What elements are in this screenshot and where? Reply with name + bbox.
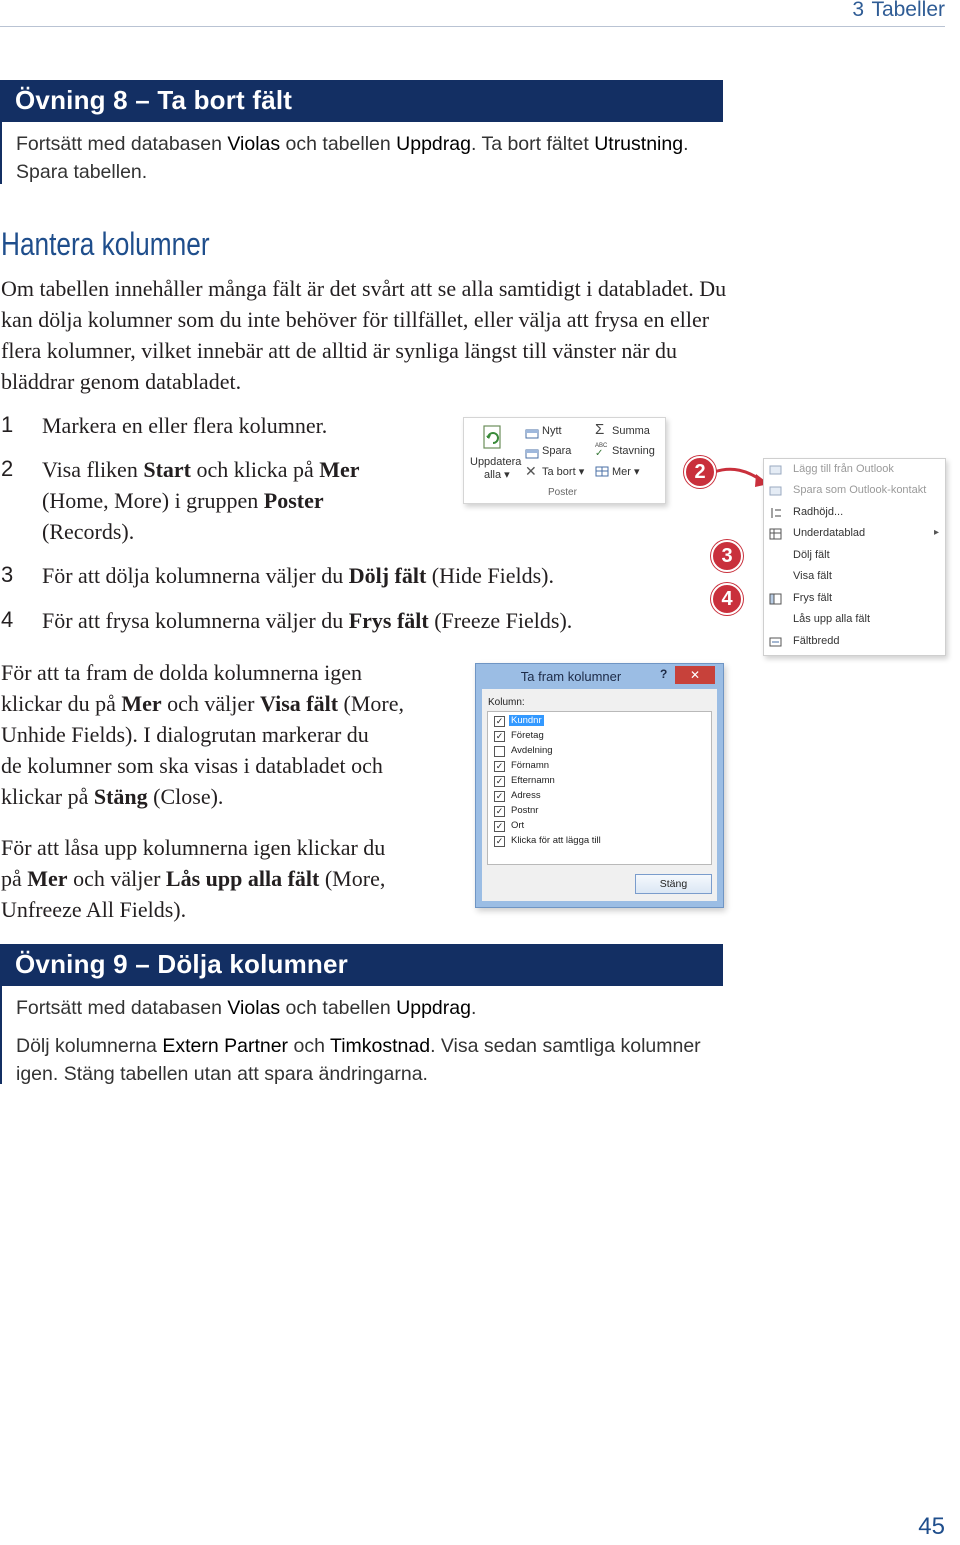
step-3-text bbox=[42, 560, 682, 591]
chapter-title: Tabeller bbox=[871, 0, 945, 21]
step-2-number: 2 bbox=[1, 456, 14, 481]
intro-paragraph: Om tabellen innehåller många fält är det svårt att se alla samtidigt i databladet. Du kan dölja kolumner som du inte behöver för tillfället, eller välja att frysa en eller flera kolumner, vilket innebär att de alltid är synliga längst till vänster när du bläddrar genom databladet. bbox=[1, 276, 727, 394]
row-height-icon bbox=[769, 507, 782, 519]
field-name: Extern Partner bbox=[162, 1035, 289, 1057]
freeze-icon bbox=[769, 593, 782, 605]
text-run: (Freeze Fields). bbox=[428, 608, 573, 633]
unfreeze-paragraph bbox=[1, 832, 441, 925]
text-run: Unhide Fields). I dialogrutan markerar du bbox=[1, 722, 369, 747]
field-name: Timkostnad bbox=[330, 1035, 431, 1057]
text-run: och väljer bbox=[161, 691, 261, 716]
outlook-add-icon bbox=[769, 464, 782, 476]
step-4-number: 4 bbox=[1, 607, 14, 632]
sum-icon: Σ bbox=[595, 421, 605, 438]
menu-item-label: Lägg till från Outlook bbox=[793, 463, 894, 475]
menu-item-label: Underdatablad bbox=[793, 527, 866, 539]
exercise-8-text bbox=[16, 130, 721, 186]
text-run: och väljer bbox=[67, 866, 166, 891]
unhide-paragraph bbox=[1, 657, 441, 812]
menu-item-label: Visa fält bbox=[793, 570, 832, 582]
checkbox[interactable]: ✓ bbox=[495, 806, 504, 816]
checkbox[interactable]: ✓ bbox=[495, 836, 504, 846]
menu-item-label: Radhöjd... bbox=[793, 506, 844, 518]
column-list bbox=[487, 711, 712, 865]
exercise-9-text-1 bbox=[16, 994, 721, 1022]
text-run: . Ta bort fältet bbox=[470, 133, 595, 155]
unhide-columns-dialog bbox=[475, 663, 724, 908]
field-width-icon bbox=[769, 636, 782, 648]
group-name: Poster bbox=[263, 488, 324, 513]
chapter-number: 3 bbox=[852, 0, 864, 21]
text-run: För att ta fram de dolda kolumnerna igen bbox=[1, 660, 363, 685]
text-run: klickar på bbox=[1, 784, 94, 809]
more-dropdown-menu bbox=[763, 458, 946, 656]
subdatasheet-icon bbox=[769, 528, 782, 540]
text-run: Unfreeze All Fields). bbox=[1, 897, 187, 922]
menu-item-row-height[interactable] bbox=[764, 503, 945, 524]
text-run: och tabellen bbox=[280, 997, 397, 1019]
checkbox[interactable]: ✓ bbox=[495, 731, 504, 741]
menu-item-subdatasheet[interactable] bbox=[764, 524, 945, 545]
callout-2: 2 bbox=[684, 456, 716, 488]
text-run: För att frysa kolumnerna väljer du bbox=[42, 608, 349, 633]
text-run: För att dölja kolumnerna väljer du bbox=[42, 563, 349, 588]
text-run: (More, bbox=[338, 691, 405, 716]
column-item-label: Postnr bbox=[511, 805, 539, 816]
command-name: Visa fält bbox=[260, 691, 339, 716]
text-run: klickar du på bbox=[1, 691, 122, 716]
more-label: Mer bbox=[612, 466, 631, 478]
dialog-title: Ta fram kolumner bbox=[520, 669, 622, 684]
tab-name: Start bbox=[143, 457, 191, 482]
help-icon[interactable]: ? bbox=[660, 667, 668, 681]
menu-item-field-width[interactable] bbox=[764, 632, 945, 653]
text-run: . Visa sedan samtliga kolumner bbox=[430, 1035, 701, 1057]
spelling-button[interactable]: Stavning bbox=[612, 445, 655, 457]
exercise-9-title: Övning 9 – Dölja kolumner bbox=[15, 949, 348, 979]
more-icon bbox=[595, 466, 609, 477]
totals-button[interactable]: Summa bbox=[612, 425, 650, 437]
save-record-button[interactable]: Spara bbox=[542, 445, 572, 457]
table-name: Uppdrag bbox=[396, 997, 471, 1019]
delete-record-button[interactable]: Ta bort ▾ bbox=[542, 466, 585, 478]
menu-item-label: Lås upp alla fält bbox=[793, 613, 871, 625]
column-item-label: Efternamn bbox=[511, 775, 555, 786]
ribbon-records-group bbox=[463, 417, 666, 504]
text-run: igen. Stäng tabellen utan att spara ändringarna. bbox=[16, 1063, 428, 1085]
menu-item-label: Spara som Outlook-kontakt bbox=[793, 484, 927, 496]
checkbox[interactable]: ✓ bbox=[495, 776, 504, 786]
text-run: de kolumner som ska visas i databladet och bbox=[1, 753, 383, 778]
column-item-label: Företag bbox=[511, 730, 544, 741]
new-record-button[interactable]: Nytt bbox=[542, 425, 562, 437]
exercise-8-title-bar bbox=[0, 80, 723, 122]
text-run: (Hide Fields). bbox=[426, 563, 554, 588]
column-item-label: Klicka för att lägga till bbox=[511, 835, 601, 846]
db-name: Violas bbox=[227, 133, 281, 155]
text-run: (Records). bbox=[42, 519, 135, 544]
menu-item-label: Frys fält bbox=[793, 592, 833, 604]
checkbox[interactable]: ✓ bbox=[495, 791, 504, 801]
column-item-label: Kundnr bbox=[511, 715, 542, 726]
text-run: Visa fliken bbox=[42, 457, 144, 482]
step-1-text: Markera en eller flera kolumner. bbox=[42, 413, 328, 438]
db-name: Violas bbox=[227, 997, 281, 1019]
text-run: (More, bbox=[319, 866, 386, 891]
refresh-label-2: alla bbox=[484, 469, 502, 481]
checkbox[interactable]: ✓ bbox=[495, 821, 504, 831]
refresh-label-2-row: alla ▾ bbox=[484, 469, 510, 481]
delete-icon: ✕ bbox=[525, 463, 537, 479]
text-run: (Close). bbox=[147, 784, 224, 809]
menu-item-freeze-fields[interactable] bbox=[764, 589, 945, 610]
command-name: Mer bbox=[121, 691, 162, 716]
refresh-all-icon bbox=[482, 424, 504, 452]
step-3-number: 3 bbox=[1, 562, 14, 587]
command-name: Dölj fält bbox=[348, 563, 427, 588]
section-heading: Hantera kolumner bbox=[1, 226, 210, 262]
menu-item-unfreeze-all-fields[interactable] bbox=[764, 610, 945, 631]
text-run: och bbox=[288, 1035, 330, 1057]
new-record-icon bbox=[525, 427, 539, 439]
outlook-save-icon bbox=[769, 485, 782, 497]
command-name: Lås upp alla fält bbox=[165, 866, 320, 891]
close-icon[interactable]: ✕ bbox=[675, 666, 715, 684]
menu-item-save-as-outlook-contact[interactable] bbox=[764, 481, 945, 502]
column-item-label: Adress bbox=[511, 790, 541, 801]
step-1-number: 1 bbox=[1, 412, 14, 437]
exercise-9-title-bar bbox=[0, 944, 723, 986]
callout-3: 3 bbox=[711, 540, 743, 572]
command-name: Frys fält bbox=[348, 608, 429, 633]
submenu-arrow-icon: ▸ bbox=[933, 527, 939, 538]
column-item-label: Avdelning bbox=[511, 745, 553, 756]
text-run: Spara tabellen. bbox=[16, 161, 148, 183]
more-button[interactable]: Mer ▾ bbox=[612, 466, 640, 478]
text-run: . bbox=[470, 997, 477, 1019]
spelling-icon: ABC ✓ bbox=[595, 443, 608, 459]
column-label: Kolumn: bbox=[488, 697, 525, 708]
exercise-9-text-2 bbox=[16, 1032, 721, 1088]
header-rule bbox=[0, 26, 945, 27]
spelling-badge: ABC bbox=[595, 443, 608, 449]
checkbox[interactable] bbox=[494, 746, 505, 757]
group-label: Poster bbox=[548, 487, 577, 498]
button-name: Stäng bbox=[93, 784, 148, 809]
exercise-8-rule bbox=[0, 122, 2, 184]
text-run: och klicka på bbox=[190, 457, 320, 482]
command-name: Mer bbox=[319, 457, 360, 482]
exercise-8-title: Övning 8 – Ta bort fält bbox=[15, 85, 293, 115]
step-2-text bbox=[42, 454, 452, 547]
table-name: Uppdrag bbox=[396, 133, 471, 155]
menu-item-label: Dölj fält bbox=[793, 549, 830, 561]
refresh-all-button[interactable] bbox=[470, 456, 521, 481]
column-item-label: Ort bbox=[511, 820, 525, 831]
dialog-body bbox=[482, 689, 717, 901]
save-record-icon bbox=[525, 447, 539, 459]
menu-item-unhide-fields[interactable] bbox=[764, 567, 945, 588]
menu-item-label: Fältbredd bbox=[793, 635, 840, 647]
text-run: på bbox=[1, 866, 28, 891]
close-button[interactable]: Stäng bbox=[635, 874, 712, 894]
text-run: . bbox=[683, 133, 689, 155]
checkbox[interactable]: ✓ bbox=[495, 761, 504, 771]
text-run: och tabellen bbox=[280, 133, 397, 155]
checkbox[interactable]: ✓ bbox=[495, 716, 504, 726]
field-name: Utrustning bbox=[594, 133, 684, 155]
delete-label: Ta bort bbox=[542, 466, 576, 478]
command-name: Mer bbox=[27, 866, 68, 891]
step-4-text bbox=[42, 605, 682, 636]
callout-4: 4 bbox=[711, 583, 743, 615]
text-run: Dölj kolumnerna bbox=[16, 1035, 163, 1057]
column-item-label: Förnamn bbox=[511, 760, 550, 771]
text-run: För att låsa upp kolumnerna igen klickar du bbox=[1, 835, 386, 860]
text-run: Fortsätt med databasen bbox=[16, 133, 228, 155]
page-number: 45 bbox=[918, 1513, 945, 1540]
text-run: Fortsätt med databasen bbox=[16, 997, 228, 1019]
menu-item-add-from-outlook[interactable] bbox=[764, 460, 945, 481]
refresh-label-1: Uppdatera bbox=[470, 456, 522, 468]
menu-item-hide-fields[interactable] bbox=[764, 546, 945, 567]
text-run: (Home, More) i gruppen bbox=[42, 488, 264, 513]
exercise-9-rule bbox=[0, 986, 2, 1084]
